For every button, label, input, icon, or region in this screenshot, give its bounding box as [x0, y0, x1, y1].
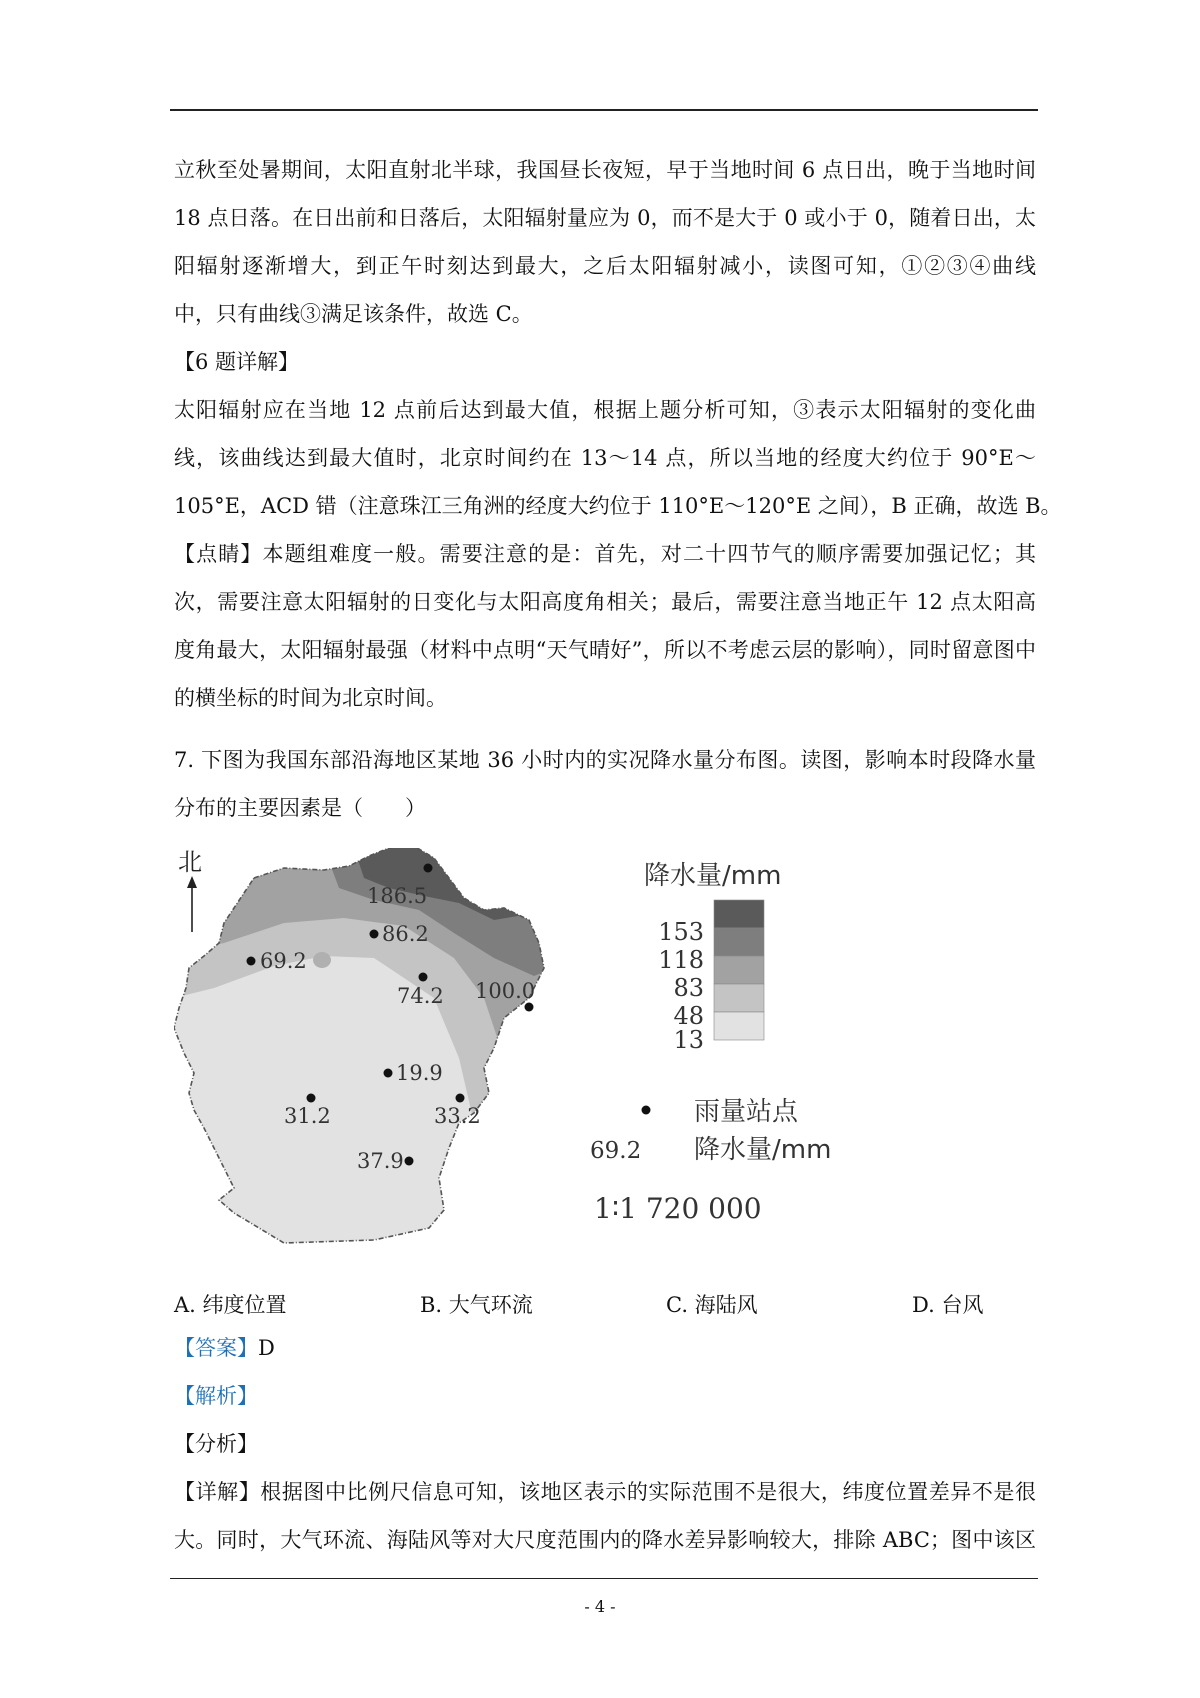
question-7-line: 分布的主要因素是（ ） [174, 796, 426, 820]
tip-line: 【点睛】本题组难度一般。需要注意的是：首先，对二十四节气的顺序需要加强记忆；其 [174, 542, 1036, 566]
paragraph-line: 立秋至处暑期间，太阳直射北半球，我国昼长夜短，早于当地时间 6 点日出，晚于当地时间 [174, 158, 1036, 182]
station-value: 100.0 [475, 979, 536, 1003]
map-scale: 1∶1 720 000 [594, 1192, 762, 1225]
tip-line: 次，需要注意太阳辐射的日变化与太阳高度角相关；最后，需要注意当地正午 12 点太阳高 [174, 590, 1036, 614]
analysis-label: 【解析】 [174, 1384, 258, 1408]
legend-swatch [714, 956, 764, 984]
paragraph-line: 太阳辐射应在当地 12 点前后达到最大值，根据上题分析可知，③表示太阳辐射的变化曲 [174, 398, 1036, 422]
legend-level: 13 [673, 1026, 704, 1054]
legend-swatch [714, 900, 764, 928]
station-dot [424, 864, 433, 873]
legend-value-example: 69.2 [590, 1138, 642, 1164]
station-value: 33.2 [434, 1104, 481, 1128]
legend [590, 861, 831, 1225]
station-dot [419, 973, 428, 982]
fenxi-label: 【分析】 [174, 1432, 258, 1456]
option-b: B. 大气环流 [420, 1293, 533, 1317]
legend-value-label: 降水量/mm [694, 1135, 832, 1165]
station-value: 31.2 [284, 1104, 331, 1128]
tip-line: 的横坐标的时间为北京时间。 [174, 686, 447, 710]
tip-line: 度角最大，太阳辐射最强（材料中点明“天气晴好”，所以不考虑云层的影响），同时留意图中 [174, 638, 1036, 662]
legend-title: 降水量/mm [644, 861, 782, 891]
station-value: 86.2 [382, 922, 429, 946]
paragraph-line: 105°E，ACD 错（注意珠江三角洲的经度大约位于 110°E～120°E 之间），B 正确，故选 B。 [174, 494, 1062, 518]
legend-level: 83 [673, 974, 704, 1002]
station-dot [456, 1094, 465, 1103]
page-number: - 4 - [584, 1597, 616, 1616]
detail-line: 【详解】根据图中比例尺信息可知，该地区表示的实际范围不是很大，纬度位置差异不是很 [174, 1480, 1036, 1504]
paragraph-line: 线，该曲线达到最大值时，北京时间约在 13～14 点，所以当地的经度大约位于 90°E～ [174, 446, 1036, 470]
north-arrow [178, 848, 202, 932]
answer-line [174, 1336, 275, 1360]
q6-heading: 【6 题详解】 [174, 350, 300, 374]
legend-level: 153 [658, 918, 704, 946]
station-dot [525, 1003, 534, 1012]
legend-station-label: 雨量站点 [694, 1097, 799, 1127]
station-dot [384, 1069, 393, 1078]
station-dot [405, 1157, 414, 1166]
legend-swatch [714, 1012, 764, 1040]
legend-swatch [714, 984, 764, 1012]
detail-line: 大。同时，大气环流、海陆风等对大尺度范围内的降水差异影响较大，排除 ABC；图中该区 [174, 1528, 1036, 1552]
paragraph-line: 中，只有曲线③满足该条件，故选 C。 [174, 302, 533, 326]
station-dot [370, 930, 379, 939]
north-label: 北 [178, 848, 202, 876]
station-value: 74.2 [397, 984, 444, 1008]
station-value: 19.9 [396, 1061, 443, 1085]
station-value: 37.9 [357, 1149, 404, 1173]
answer-value: D [258, 1336, 275, 1360]
precipitation-map [174, 848, 854, 1258]
station-value: 69.2 [260, 949, 307, 973]
station-value: 186.5 [367, 884, 428, 908]
answer-label: 【答案】 [174, 1336, 258, 1360]
option-a: A. 纬度位置 [174, 1293, 287, 1317]
option-c: C. 海陆风 [666, 1293, 758, 1317]
station-dot [307, 1094, 316, 1103]
station-dot [247, 957, 256, 966]
legend-level: 118 [658, 946, 704, 974]
legend-level: 48 [673, 1002, 704, 1030]
option-d: D. 台风 [912, 1293, 984, 1317]
north-arrow-head [187, 876, 197, 888]
header-rule [170, 109, 1038, 111]
legend-swatch [714, 928, 764, 956]
legend-station-dot [642, 1106, 651, 1115]
precipitation-zones [174, 848, 554, 1248]
paragraph-line: 阳辐射逐渐增大，到正午时刻达到最大，之后太阳辐射减小，读图可知，①②③④曲线 [174, 254, 1036, 278]
footer-rule [170, 1578, 1038, 1579]
question-7-line: 7. 下图为我国东部沿海地区某地 36 小时内的实况降水量分布图。读图，影响本时段降水量 [174, 748, 1036, 772]
paragraph-line: 18 点日落。在日出前和日落后，太阳辐射量应为 0，而不是大于 0 或小于 0，随着日出，太 [174, 206, 1036, 230]
